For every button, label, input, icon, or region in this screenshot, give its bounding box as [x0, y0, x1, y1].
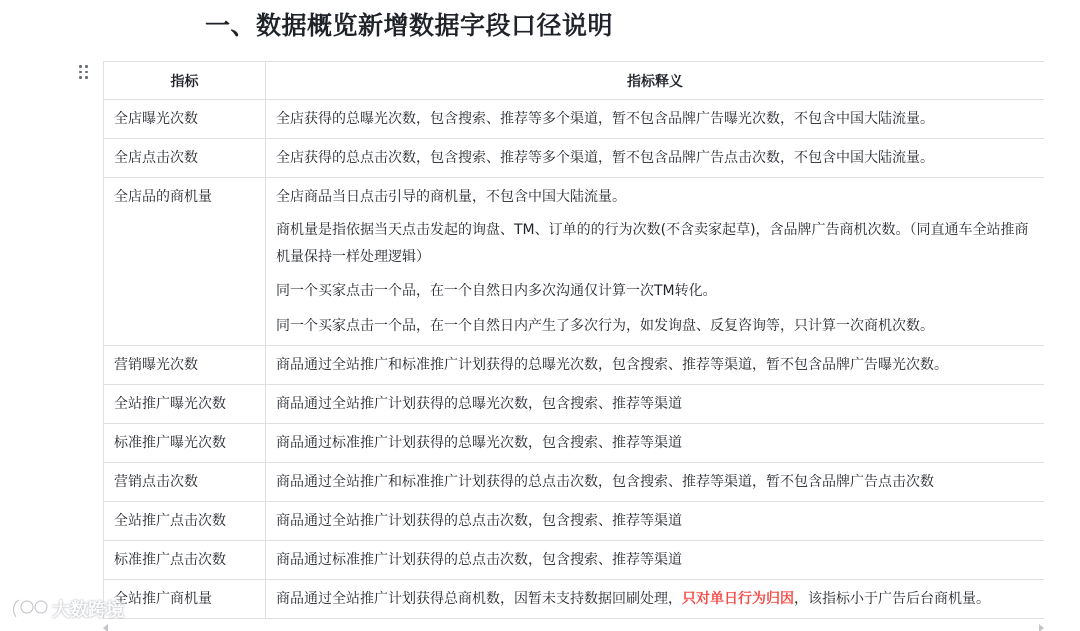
definition-text: 全店获得的总点击次数，包含搜索、推荐等多个渠道，暂不包含品牌广告点击次数，不包含中国大陆流量。: [276, 150, 934, 166]
definition-cell[interactable]: [266, 541, 1045, 580]
definition-text: [276, 589, 1034, 609]
metric-name-cell[interactable]: 营销曝光次数: [104, 346, 266, 385]
drag-handle-icon[interactable]: [79, 65, 89, 81]
definition-cell[interactable]: [266, 100, 1045, 139]
table-row: [104, 502, 1045, 541]
table-row: [104, 139, 1045, 178]
definition-table: [103, 61, 1044, 619]
definition-cell[interactable]: [266, 463, 1045, 502]
definition-text: 商品通过全站推广计划获得的总曝光次数，包含搜索、推荐等渠道: [276, 396, 682, 412]
definition-text: 商机量是指依据当天点击发起的询盘、TM、订单的的行为次数(不含卖家起草)，含品牌广告商机次数。（同直通车全站推商机量保持一样处理逻辑）: [276, 222, 1029, 265]
definition-cell[interactable]: [266, 139, 1045, 178]
definition-cell[interactable]: [266, 580, 1045, 619]
metric-name-cell[interactable]: 全站推广曝光次数: [104, 385, 266, 424]
metric-name-cell[interactable]: 标准推广点击次数: [104, 541, 266, 580]
definition-text: 商品通过全站推广计划获得的总点击次数，包含搜索、推荐等渠道: [276, 513, 682, 529]
definition-text: 同一个买家点击一个品，在一个自然日内产生了多次行为，如发询盘、反复咨询等，只计算一次商机次数。: [276, 318, 934, 334]
metric-name-cell[interactable]: 营销点击次数: [104, 463, 266, 502]
definition-text: 商品通过标准推广计划获得的总点击次数，包含搜索、推荐等渠道: [276, 552, 682, 568]
header-definition: 指标释义: [266, 62, 1045, 100]
definition-cell[interactable]: [266, 178, 1045, 346]
definition-text-after: ，该指标小于广告后台商机量。: [794, 591, 990, 607]
table-row: [104, 463, 1045, 502]
table-row: [104, 385, 1045, 424]
definition-text: 商品通过全站推广和标准推广计划获得的总点击次数，包含搜索、推荐等渠道，暂不包含品牌广告点击次数: [276, 474, 934, 490]
definition-text: 全店商品当日点击引导的商机量，不包含中国大陆流量。: [276, 189, 626, 205]
scroll-left-arrow-icon[interactable]: [103, 624, 108, 631]
document-heading: 一、数据概览新增数据字段口径说明: [205, 11, 614, 40]
horizontal-scrollbar[interactable]: [103, 622, 1044, 631]
metric-name-cell[interactable]: 全店曝光次数: [104, 100, 266, 139]
definition-cell[interactable]: [266, 385, 1045, 424]
definition-table-container: [103, 61, 1044, 621]
table-header-row: [104, 62, 1045, 100]
table-row: [104, 580, 1045, 619]
metric-name-cell[interactable]: 全站推广商机量: [104, 580, 266, 619]
table-row: [104, 424, 1045, 463]
definition-text: 全店获得的总曝光次数，包含搜索、推荐等多个渠道，暂不包含品牌广告曝光次数，不包含中国大陆流量。: [276, 111, 934, 127]
watermark-text: 大数跨境: [52, 600, 124, 621]
definition-text: 商品通过全站推广和标准推广计划获得的总曝光次数，包含搜索、推荐等渠道，暂不包含品牌广告曝光次数。: [276, 357, 948, 373]
definition-cell[interactable]: [266, 424, 1045, 463]
definition-cell[interactable]: [266, 502, 1045, 541]
watermark-logo-icon: [10, 595, 50, 623]
metric-name-cell[interactable]: 全店点击次数: [104, 139, 266, 178]
definition-text: 同一个买家点击一个品，在一个自然日内多次沟通仅计算一次TM转化。: [276, 283, 717, 299]
definition-text-before: 商品通过全站推广计划获得总商机数，因暂未支持数据回刷处理，: [276, 591, 682, 607]
highlighted-text: 只对单日行为归因: [682, 591, 794, 607]
table-row: [104, 541, 1045, 580]
metric-name-cell[interactable]: 全站推广点击次数: [104, 502, 266, 541]
table-row: [104, 100, 1045, 139]
metric-name-cell[interactable]: 标准推广曝光次数: [104, 424, 266, 463]
table-row: [104, 346, 1045, 385]
scroll-right-arrow-icon[interactable]: [1039, 624, 1044, 631]
header-metric: 指标: [104, 62, 266, 100]
table-row: [104, 178, 1045, 346]
metric-name-cell[interactable]: 全店品的商机量: [104, 178, 266, 346]
definition-text: 商品通过标准推广计划获得的总曝光次数，包含搜索、推荐等渠道: [276, 435, 682, 451]
definition-cell[interactable]: [266, 346, 1045, 385]
